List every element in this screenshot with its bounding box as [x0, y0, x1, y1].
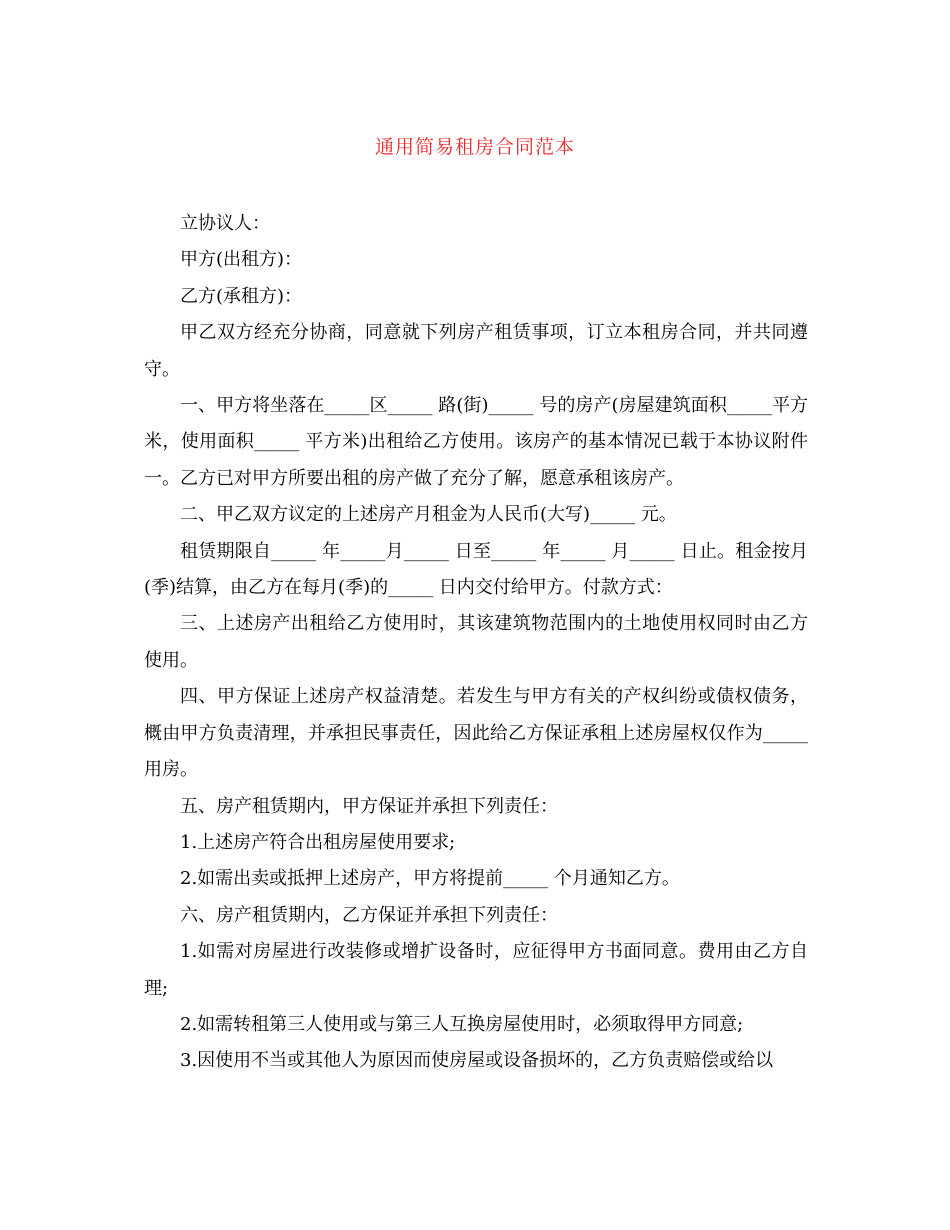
paragraph-clause-6: 六、房产租赁期内，乙方保证并承担下列责任： [180, 904, 558, 926]
paragraph-clause-4: 四、甲方保证上述房产权益清楚。若发生与甲方有关的产权纠纷或债权债务，概由甲方负责清理，并承担民事责任，因此给乙方保证承租上述房屋权仅作为_____ 用房。 [144, 686, 808, 781]
paragraph-clause-2: 二、甲乙双方议定的上述房产月租金为人民币(大写)_____ 元。 [180, 504, 677, 526]
document-body [144, 206, 808, 1080]
paragraph-clause-6-item-2: 2.如需转租第三人使用或与第三人互换房屋使用时，必须取得甲方同意; [180, 1013, 744, 1035]
paragraph-clause-6-item-3: 3.因使用不当或其他人为原因而使房屋或设备损坏的，乙方负责赔偿或给以 [180, 1050, 774, 1072]
document-title: 通用简易租房合同范本 [374, 136, 575, 158]
paragraph-clause-3: 三、上述房产出租给乙方使用时，其该建筑物范围内的土地使用权同时由乙方使用。 [144, 613, 808, 671]
paragraph-clause-5-item-1: 1.上述房产符合出租房屋使用要求; [180, 831, 456, 853]
paragraph-clause-5-item-2: 2.如需出卖或抵押上述房产，甲方将提前_____ 个月通知乙方。 [180, 868, 680, 890]
paragraph-party-a: 甲方(出租方)： [180, 249, 303, 271]
paragraph-clause-5: 五、房产租赁期内，甲方保证并承担下列责任： [180, 795, 558, 817]
paragraph-preamble: 甲乙双方经充分协商，同意就下列房产租赁事项，订立本租房合同，并共同遵守。 [144, 322, 808, 380]
paragraph-clause-1: 一、甲方将坐落在_____区_____ 路(街)_____ 号的房产(房屋建筑面积_____平方米，使用面积_____ 平方米)出租给乙方使用。该房产的基本情况已载于本协议附件一。乙方已对甲方所要出租的房产做了充分了解，愿意承租该房产。 [144, 395, 808, 489]
paragraph-parties-heading: 立协议人： [180, 213, 270, 234]
paragraph-lease-term: 租赁期限自_____ 年_____月_____ 日至_____ 年_____ 月_____ 日止。租金按月(季)结算，由乙方在每月(季)的_____ 日内交付给甲方。付款方式： [144, 540, 808, 599]
paragraph-clause-6-item-1: 1.如需对房屋进行改装修或增扩设备时，应征得甲方书面同意。费用由乙方自理; [144, 941, 808, 999]
paragraph-party-b: 乙方(承租方)： [180, 285, 303, 307]
